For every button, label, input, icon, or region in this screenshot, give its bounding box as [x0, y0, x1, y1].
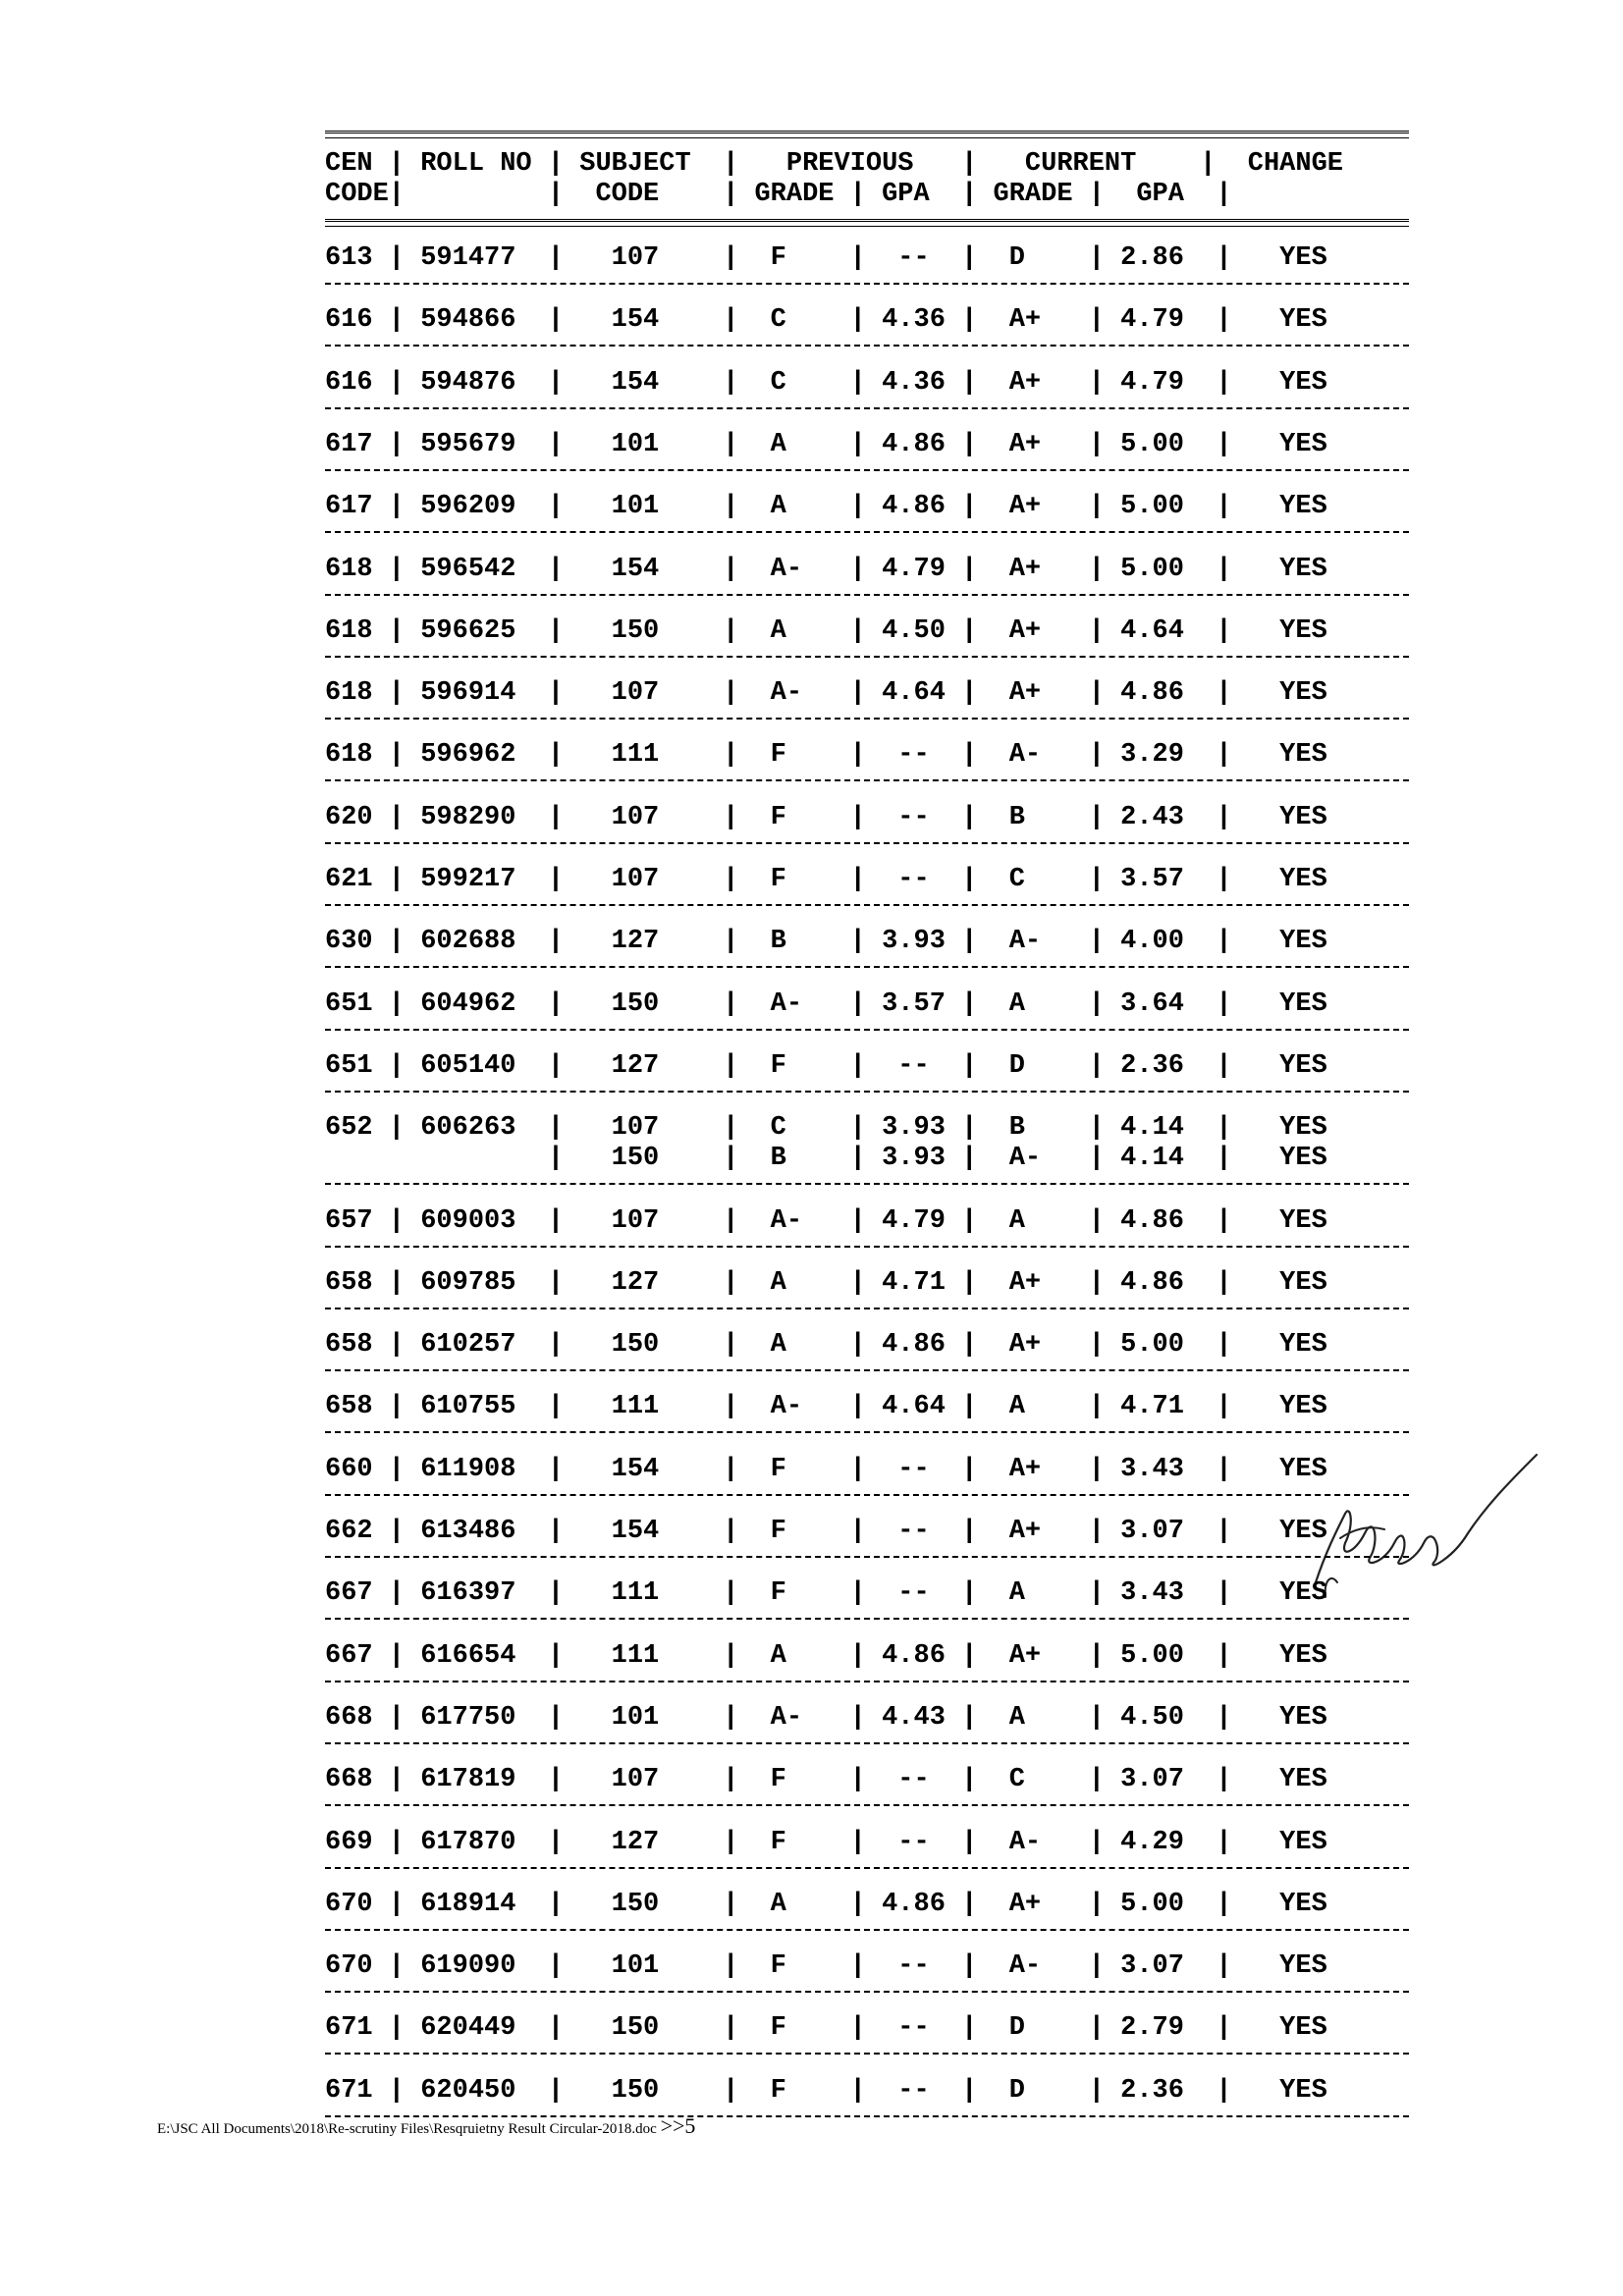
row-separator	[325, 345, 1409, 347]
row-separator	[325, 1494, 1409, 1496]
row-separator	[325, 1929, 1409, 1931]
table-row: 618 | 596542 | 154 | A- | 4.79 | A+ | 5.00 | YES	[325, 554, 1327, 584]
row-separator	[325, 1029, 1409, 1031]
document-footer	[157, 2113, 695, 2139]
table-row: 657 | 609003 | 107 | A- | 4.79 | A | 4.86 | YES	[325, 1205, 1327, 1236]
table-row: 667 | 616654 | 111 | A | 4.86 | A+ | 5.00 | YES	[325, 1640, 1327, 1671]
row-separator	[325, 966, 1409, 968]
table-row: 617 | 596209 | 101 | A | 4.86 | A+ | 5.00 | YES	[325, 492, 1327, 522]
table-row: 651 | 604962 | 150 | A- | 3.57 | A | 3.64 | YES	[325, 988, 1327, 1019]
footer-file-path: E:\JSC All Documents\2018\Re-scrutiny Files\Resqruietny Result Circular-2018.doc	[157, 2121, 657, 2137]
row-separator	[325, 1369, 1409, 1371]
table-row: 671 | 620450 | 150 | F | -- | D | 2.36 | YES	[325, 2075, 1327, 2106]
table-row: 667 | 616397 | 111 | F | -- | A | 3.43 | YES	[325, 1578, 1327, 1609]
row-separator	[325, 842, 1409, 844]
table-row: 617 | 595679 | 101 | A | 4.86 | A+ | 5.00 | YES	[325, 429, 1327, 459]
table-row: 616 | 594876 | 154 | C | 4.36 | A+ | 4.79 | YES	[325, 367, 1327, 398]
footer-page-number: >>5	[660, 2113, 696, 2138]
table-row: 658 | 610755 | 111 | A- | 4.64 | A | 4.71 | YES	[325, 1392, 1327, 1422]
header-bottom-rule	[325, 219, 1409, 227]
row-separator	[325, 904, 1409, 906]
handwritten-signature-icon	[1296, 1435, 1551, 1612]
row-separator	[325, 469, 1409, 471]
table-row: 652 | 606263 | 107 | C | 3.93 | B | 4.14 | YES	[325, 1113, 1327, 1144]
table-row: 630 | 602688 | 127 | B | 3.93 | A- | 4.00 | YES	[325, 927, 1327, 957]
table-row: 671 | 620449 | 150 | F | -- | D | 2.79 | YES	[325, 2013, 1327, 2044]
row-separator	[325, 1618, 1409, 1620]
row-separator	[325, 779, 1409, 781]
row-separator	[325, 2115, 1409, 2117]
row-separator	[325, 283, 1409, 285]
row-separator	[325, 718, 1409, 720]
table-header-line-1: CEN | ROLL NO | SUBJECT | PREVIOUS | CURRENT | CHANGE	[325, 149, 1343, 179]
table-row: 660 | 611908 | 154 | F | -- | A+ | 3.43 | YES	[325, 1454, 1327, 1484]
row-separator	[325, 1867, 1409, 1869]
row-separator	[325, 2053, 1409, 2055]
table-row: 658 | 610257 | 150 | A | 4.86 | A+ | 5.00 | YES	[325, 1330, 1327, 1361]
table-header-line-2: CODE| | CODE | GRADE | GPA | GRADE | GPA |	[325, 180, 1232, 209]
table-row: 658 | 609785 | 127 | A | 4.71 | A+ | 4.86 | YES	[325, 1267, 1327, 1298]
row-separator	[325, 1183, 1409, 1185]
row-separator	[325, 1742, 1409, 1744]
row-separator	[325, 1308, 1409, 1309]
table-row: 616 | 594866 | 154 | C | 4.36 | A+ | 4.79 | YES	[325, 305, 1327, 336]
table-row: 621 | 599217 | 107 | F | -- | C | 3.57 | YES	[325, 865, 1327, 894]
table-row: 618 | 596962 | 111 | F | -- | A- | 3.29 | YES	[325, 740, 1327, 771]
table-row: | 150 | B | 3.93 | A- | 4.14 | YES	[325, 1144, 1327, 1174]
row-separator	[325, 656, 1409, 658]
table-row: 670 | 619090 | 101 | F | -- | A- | 3.07 | YES	[325, 1951, 1327, 1982]
row-separator	[325, 531, 1409, 533]
table-row: 618 | 596914 | 107 | A- | 4.64 | A+ | 4.86 | YES	[325, 678, 1327, 709]
table-row: 618 | 596625 | 150 | A | 4.50 | A+ | 4.64 | YES	[325, 615, 1327, 646]
header-top-rule	[325, 131, 1409, 138]
row-separator	[325, 1556, 1409, 1558]
table-row: 668 | 617750 | 101 | A- | 4.43 | A | 4.50 | YES	[325, 1702, 1327, 1733]
row-separator	[325, 1091, 1409, 1093]
row-separator	[325, 1246, 1409, 1248]
row-separator	[325, 1991, 1409, 1993]
table-row: 613 | 591477 | 107 | F | -- | D | 2.86 | YES	[325, 243, 1327, 273]
row-separator	[325, 594, 1409, 596]
table-row: 670 | 618914 | 150 | A | 4.86 | A+ | 5.00 | YES	[325, 1889, 1327, 1919]
row-separator	[325, 1431, 1409, 1433]
row-separator	[325, 407, 1409, 409]
table-row: 662 | 613486 | 154 | F | -- | A+ | 3.07 | YES	[325, 1517, 1327, 1546]
table-row: 669 | 617870 | 127 | F | -- | A- | 4.29 | YES	[325, 1827, 1327, 1857]
table-row: 620 | 598290 | 107 | F | -- | B | 2.43 | YES	[325, 802, 1327, 832]
table-row: 668 | 617819 | 107 | F | -- | C | 3.07 | YES	[325, 1765, 1327, 1795]
row-separator	[325, 1681, 1409, 1682]
table-row: 651 | 605140 | 127 | F | -- | D | 2.36 | YES	[325, 1050, 1327, 1081]
row-separator	[325, 1804, 1409, 1806]
